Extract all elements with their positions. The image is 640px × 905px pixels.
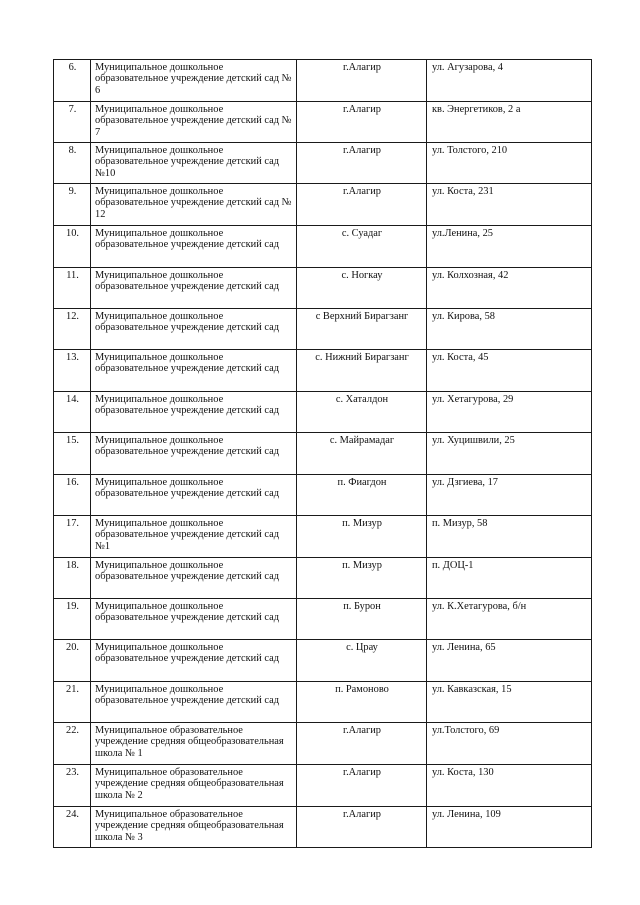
table-row xyxy=(54,433,592,475)
institutions-table xyxy=(53,59,592,848)
table-row xyxy=(54,102,592,143)
row-number: 8. xyxy=(54,143,91,184)
institution-location: п. Фиагдон xyxy=(297,475,427,516)
institution-address: ул. Агузарова, 4 xyxy=(427,60,592,102)
row-number: 18. xyxy=(54,558,91,599)
row-number: 17. xyxy=(54,516,91,558)
institution-address: ул. Дзгиева, 17 xyxy=(427,475,592,516)
institution-name: Муниципальное дошкольное образовательное учреждение детский сад xyxy=(91,433,297,475)
institution-name: Муниципальное дошкольное образовательное учреждение детский сад xyxy=(91,558,297,599)
institution-address: ул. Коста, 231 xyxy=(427,184,592,226)
institution-name: Муниципальное дошкольное образовательное учреждение детский сад xyxy=(91,392,297,433)
table-row xyxy=(54,143,592,184)
institution-location: г.Алагир xyxy=(297,143,427,184)
institution-location: г.Алагир xyxy=(297,102,427,143)
institution-name: Муниципальное дошкольное образовательное учреждение детский сад xyxy=(91,475,297,516)
institution-name: Муниципальное дошкольное образовательное учреждение детский сад xyxy=(91,268,297,309)
table-row xyxy=(54,599,592,640)
table-row xyxy=(54,723,592,765)
institution-location: п. Мизур xyxy=(297,558,427,599)
institution-location: п. Мизур xyxy=(297,516,427,558)
row-number: 23. xyxy=(54,765,91,807)
institution-location: п. Бурон xyxy=(297,599,427,640)
institution-name: Муниципальное дошкольное образовательное учреждение детский сад xyxy=(91,309,297,350)
institution-location: с Верхний Бирагзанг xyxy=(297,309,427,350)
institution-location: с. Црау xyxy=(297,640,427,682)
institution-address: ул. Хуцишвили, 25 xyxy=(427,433,592,475)
row-number: 10. xyxy=(54,226,91,268)
institution-address: ул. Толстого, 210 xyxy=(427,143,592,184)
institution-name: Муниципальное дошкольное образовательное учреждение детский сад xyxy=(91,682,297,723)
table-row xyxy=(54,226,592,268)
institution-address: кв. Энергетиков, 2 а xyxy=(427,102,592,143)
row-number: 20. xyxy=(54,640,91,682)
table-row xyxy=(54,640,592,682)
row-number: 21. xyxy=(54,682,91,723)
institutions-table-body xyxy=(54,60,592,848)
institution-address: ул. Колхозная, 42 xyxy=(427,268,592,309)
institution-name: Муниципальное дошкольное образовательное учреждение детский сад № 6 xyxy=(91,60,297,102)
institution-location: п. Рамоново xyxy=(297,682,427,723)
institution-location: с. Хаталдон xyxy=(297,392,427,433)
institution-location: с. Майрамадаг xyxy=(297,433,427,475)
table-row xyxy=(54,350,592,392)
institution-address: ул. Хетагурова, 29 xyxy=(427,392,592,433)
row-number: 15. xyxy=(54,433,91,475)
table-row xyxy=(54,184,592,226)
table-row xyxy=(54,309,592,350)
institution-location: г.Алагир xyxy=(297,723,427,765)
institution-location: г.Алагир xyxy=(297,60,427,102)
institution-address: ул. Коста, 130 xyxy=(427,765,592,807)
institution-address: п. Мизур, 58 xyxy=(427,516,592,558)
table-row xyxy=(54,392,592,433)
institution-address: п. ДОЦ-1 xyxy=(427,558,592,599)
institution-name: Муниципальное образовательное учреждение средняя общеобразовательная школа № 3 xyxy=(91,807,297,848)
institution-name: Муниципальное дошкольное образовательное учреждение детский сад xyxy=(91,350,297,392)
row-number: 11. xyxy=(54,268,91,309)
row-number: 9. xyxy=(54,184,91,226)
table-row xyxy=(54,60,592,102)
institution-location: с. Нижний Бирагзанг xyxy=(297,350,427,392)
institution-address: ул. Коста, 45 xyxy=(427,350,592,392)
table-row xyxy=(54,807,592,848)
table-row xyxy=(54,268,592,309)
institution-address: ул.Толстого, 69 xyxy=(427,723,592,765)
institution-address: ул. Ленина, 65 xyxy=(427,640,592,682)
institution-location: г.Алагир xyxy=(297,184,427,226)
institution-name: Муниципальное дошкольное образовательное учреждение детский сад xyxy=(91,640,297,682)
table-row xyxy=(54,558,592,599)
table-row xyxy=(54,516,592,558)
row-number: 24. xyxy=(54,807,91,848)
institution-name: Муниципальное дошкольное образовательное учреждение детский сад № 7 xyxy=(91,102,297,143)
row-number: 19. xyxy=(54,599,91,640)
institution-name: Муниципальное образовательное учреждение средняя общеобразовательная школа № 2 xyxy=(91,765,297,807)
institution-address: ул. К.Хетагурова, б/н xyxy=(427,599,592,640)
institution-address: ул. Кавказская, 15 xyxy=(427,682,592,723)
institution-name: Муниципальное дошкольное образовательное учреждение детский сад № 12 xyxy=(91,184,297,226)
table-row xyxy=(54,682,592,723)
institution-name: Муниципальное дошкольное образовательное учреждение детский сад №10 xyxy=(91,143,297,184)
institution-name: Муниципальное образовательное учреждение средняя общеобразовательная школа № 1 xyxy=(91,723,297,765)
row-number: 12. xyxy=(54,309,91,350)
institution-location: г.Алагир xyxy=(297,807,427,848)
institution-name: Муниципальное дошкольное образовательное учреждение детский сад xyxy=(91,599,297,640)
institution-address: ул. Кирова, 58 xyxy=(427,309,592,350)
row-number: 6. xyxy=(54,60,91,102)
institution-location: с. Ногкау xyxy=(297,268,427,309)
row-number: 14. xyxy=(54,392,91,433)
institution-location: с. Суадаг xyxy=(297,226,427,268)
row-number: 7. xyxy=(54,102,91,143)
row-number: 22. xyxy=(54,723,91,765)
institution-name: Муниципальное дошкольное образовательное учреждение детский сад xyxy=(91,226,297,268)
row-number: 13. xyxy=(54,350,91,392)
table-row xyxy=(54,475,592,516)
row-number: 16. xyxy=(54,475,91,516)
institution-address: ул. Ленина, 109 xyxy=(427,807,592,848)
table-row xyxy=(54,765,592,807)
institution-name: Муниципальное дошкольное образовательное учреждение детский сад №1 xyxy=(91,516,297,558)
institution-location: г.Алагир xyxy=(297,765,427,807)
institution-address: ул.Ленина, 25 xyxy=(427,226,592,268)
